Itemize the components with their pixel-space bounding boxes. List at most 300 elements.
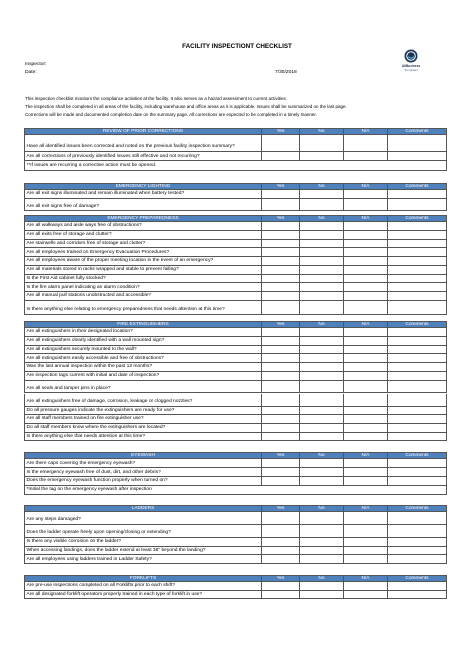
- answer-cell-no: [300, 190, 344, 199]
- question-row: [24, 363, 447, 372]
- answer-cell-n-a: [344, 222, 388, 231]
- answer-cell-no: [300, 257, 344, 266]
- question-text: Is there anything else relating to emergency preparedness that needs attention at this time?: [26, 307, 225, 313]
- answer-cell-n-a: [344, 477, 388, 486]
- answer-cell-comments: [388, 433, 447, 442]
- answer-cell-no: [300, 468, 344, 477]
- answer-cell-yes: [262, 152, 300, 162]
- answer-cell-comments: [388, 190, 447, 199]
- question-text: Are any steps damaged?: [26, 517, 81, 522]
- column-header-no: No: [300, 184, 344, 190]
- column-header-n-a: N/A: [344, 129, 388, 135]
- answer-cell-yes: [262, 538, 300, 547]
- answer-cell-n-a: [344, 266, 388, 275]
- question-text: Have all identified issues been corrected and noted on the previous facility inspection summary?: [26, 144, 235, 149]
- column-header-no: No: [300, 576, 344, 582]
- question-row: [24, 468, 447, 477]
- answer-cell-n-a: [344, 240, 388, 249]
- question-row: [24, 459, 447, 468]
- question-row: [24, 547, 447, 556]
- answer-cell-yes: [262, 346, 300, 355]
- answer-cell-no: [300, 555, 344, 564]
- answer-cell-n-a: [344, 275, 388, 284]
- answer-cell-yes: [262, 459, 300, 468]
- answer-cell-comments: [388, 283, 447, 292]
- question-cell: [25, 433, 262, 442]
- question-row: [24, 190, 447, 199]
- answer-cell-n-a: [344, 538, 388, 547]
- section-header-title: EMERGENCY LIGHTING: [115, 183, 171, 189]
- answer-cell-n-a: [344, 415, 388, 424]
- inspector-label: Inspector:: [25, 62, 47, 67]
- section-header-row: [24, 215, 447, 222]
- answer-cell-no: [300, 547, 344, 556]
- question-cell: [25, 372, 262, 381]
- question-cell: [25, 135, 262, 152]
- answer-cell-n-a: [344, 381, 388, 394]
- column-header-comments: Comments: [388, 506, 447, 512]
- answer-cell-no: [300, 301, 344, 315]
- answer-cell-yes: [262, 525, 300, 538]
- answer-cell-comments: [388, 512, 447, 525]
- answer-cell-comments: [388, 240, 447, 249]
- answer-cell-no: [300, 525, 344, 538]
- question-row: [24, 266, 447, 275]
- answer-cell-comments: [388, 407, 447, 416]
- answer-cell-no: [300, 538, 344, 547]
- section-header-row: [24, 128, 447, 135]
- question-row: [24, 582, 447, 591]
- column-header-comments: Comments: [388, 129, 447, 135]
- answer-cell-comments: [388, 135, 447, 152]
- answer-cell-yes: [262, 477, 300, 486]
- answer-cell-n-a: [344, 512, 388, 525]
- question-cell: [25, 257, 262, 266]
- answer-cell-no: [300, 152, 344, 162]
- answer-cell-comments: [388, 199, 447, 212]
- question-text: When accessing landings, does the ladder extend at least 36" beyond the landing?: [26, 547, 206, 553]
- section-header-row: [24, 452, 447, 459]
- question-cell: [25, 152, 262, 162]
- answer-cell-n-a: [344, 292, 388, 301]
- answer-cell-no: [300, 372, 344, 381]
- answer-cell-n-a: [344, 591, 388, 600]
- answer-cell-n-a: [344, 394, 388, 407]
- question-cell: [25, 199, 262, 212]
- question-text: Does the emergency eyewash function properly when turned on?: [26, 478, 168, 483]
- question-row: [24, 407, 447, 416]
- answer-cell-n-a: [344, 337, 388, 346]
- answer-cell-comments: [388, 275, 447, 284]
- answer-cell-comments: [388, 547, 447, 556]
- section-header-title: FORKLIFTS: [129, 575, 157, 581]
- column-header-n-a: N/A: [344, 184, 388, 190]
- question-cell: [25, 424, 262, 433]
- question-text: Are all extinguishers in their designated location?: [26, 329, 133, 335]
- answer-cell-no: [300, 433, 344, 442]
- question-cell: [25, 283, 262, 292]
- question-cell: [25, 337, 262, 346]
- answer-cell-yes: [262, 199, 300, 212]
- question-text: Are there caps covering the emergency eyewash?: [26, 460, 136, 466]
- answer-cell-comments: [388, 337, 447, 346]
- question-cell: [25, 363, 262, 372]
- answer-cell-n-a: [344, 346, 388, 355]
- question-cell: [25, 555, 262, 564]
- section-header-row: [24, 575, 447, 582]
- answer-cell-no: [300, 292, 344, 301]
- answer-cell-n-a: [344, 407, 388, 416]
- question-row: [24, 346, 447, 355]
- column-header-yes: Yes: [262, 506, 300, 512]
- section-header-title: REVIEW OF PRIOR CORRECTIONS: [102, 128, 184, 134]
- column-header-comments: Comments: [388, 216, 447, 222]
- question-row: [24, 394, 447, 407]
- answer-cell-n-a: [344, 199, 388, 212]
- question-cell: [25, 222, 262, 231]
- question-text: Are all manual pull stations unobstructed and accessible?: [26, 293, 152, 299]
- question-text: Are all designated forklift operators properly trained in each type of forklift in use?: [26, 591, 203, 597]
- answer-cell-yes: [262, 381, 300, 394]
- answer-cell-comments: [388, 292, 447, 301]
- answer-cell-yes: [262, 248, 300, 257]
- note-row: [24, 486, 447, 495]
- section-header-title: FIRE EXTINGUISHERS: [117, 321, 169, 327]
- column-header-yes: Yes: [262, 216, 300, 222]
- question-cell: [25, 354, 262, 363]
- answer-cell-n-a: [344, 372, 388, 381]
- column-header-yes: Yes: [262, 322, 300, 328]
- question-cell: [25, 538, 262, 547]
- answer-cell-no: [300, 381, 344, 394]
- answer-cell-yes: [262, 372, 300, 381]
- answer-cell-yes: [262, 424, 300, 433]
- answer-cell-n-a: [344, 190, 388, 199]
- question-row: [24, 424, 447, 433]
- answer-cell-no: [300, 248, 344, 257]
- question-text: Are all exits free of storage and clutter?: [26, 232, 112, 237]
- section-header-row: [24, 505, 447, 512]
- question-row: [24, 248, 447, 257]
- answer-cell-n-a: [344, 135, 388, 152]
- answer-cell-yes: [262, 275, 300, 284]
- answer-cell-comments: [388, 525, 447, 538]
- question-cell: [25, 231, 262, 240]
- question-row: [24, 275, 447, 284]
- question-row: [24, 135, 447, 152]
- question-text: Was the last annual inspection within the past 12 months?: [26, 364, 153, 370]
- answer-cell-yes: [262, 512, 300, 525]
- answer-cell-n-a: [344, 152, 388, 162]
- column-header-no: No: [300, 506, 344, 512]
- column-header-comments: Comments: [388, 576, 447, 582]
- answer-cell-yes: [262, 328, 300, 337]
- question-row: [24, 525, 447, 538]
- column-header-yes: Yes: [262, 576, 300, 582]
- answer-cell-yes: [262, 222, 300, 231]
- question-text: Are all employees trained on Emergency Evacuation Procedures?: [26, 249, 170, 255]
- answer-cell-yes: [262, 135, 300, 152]
- question-row: [24, 433, 447, 442]
- answer-cell-yes: [262, 591, 300, 600]
- answer-cell-no: [300, 415, 344, 424]
- answer-cell-n-a: [344, 433, 388, 442]
- answer-cell-comments: [388, 346, 447, 355]
- question-text: Are all extinguishers clearly identified with a wall mounted sign?: [26, 338, 165, 344]
- answer-cell-no: [300, 459, 344, 468]
- column-header-comments: Comments: [388, 453, 447, 459]
- answer-cell-no: [300, 394, 344, 407]
- answer-cell-comments: [388, 582, 447, 591]
- answer-cell-no: [300, 424, 344, 433]
- answer-cell-n-a: [344, 257, 388, 266]
- question-text: Is there anything else that needs attention at this time?: [26, 433, 146, 439]
- question-row: [24, 415, 447, 424]
- answer-cell-yes: [262, 547, 300, 556]
- answer-cell-no: [300, 231, 344, 240]
- answer-cell-yes: [262, 266, 300, 275]
- section-header-title: EMERGENCY PREPAREDNESS: [107, 215, 179, 221]
- section-header-row: [24, 183, 447, 190]
- question-cell: [25, 381, 262, 394]
- question-text: Are all employees aware of the proper meeting location in the event of an emergency?: [26, 258, 214, 264]
- answer-cell-no: [300, 240, 344, 249]
- question-text: Are stairwells and corridors free of storage and clutter?: [26, 240, 146, 246]
- answer-cell-n-a: [344, 547, 388, 556]
- section-header-row: [24, 321, 447, 328]
- question-text: Are all extinguishers free of damage, corrosion, leakage or clogged nozzles?: [26, 399, 193, 404]
- question-text: Are all exit signs illuminated and remain illuminated when battery tested?: [26, 191, 185, 196]
- answer-cell-n-a: [344, 301, 388, 315]
- answer-cell-yes: [262, 415, 300, 424]
- column-header-no: No: [300, 322, 344, 328]
- intro-line: The inspection shall be completed in all areas of the facility, including warehouse and office areas as it is applicable. Issues shall be summarized on the last page.: [25, 104, 347, 109]
- page-title: FACILITY INSPECTIONT CHECKLIST: [182, 43, 292, 50]
- answer-cell-yes: [262, 231, 300, 240]
- column-header-n-a: N/A: [344, 576, 388, 582]
- question-text: Are all extinguishers easily accessible and free of obstructions?: [26, 355, 164, 361]
- question-cell: [25, 275, 262, 284]
- question-row: [24, 337, 447, 346]
- question-text: Is the emergency eyewash free of dust, dirt, and other debris?: [26, 469, 161, 475]
- answer-cell-n-a: [344, 459, 388, 468]
- question-row: [24, 512, 447, 525]
- answer-cell-yes: [262, 555, 300, 564]
- answer-cell-yes: [262, 363, 300, 372]
- question-text: Are all corrections of previously identified issues still effective and not recurring?: [26, 153, 200, 159]
- answer-cell-n-a: [344, 424, 388, 433]
- note-cell: [25, 486, 447, 495]
- question-row: [24, 301, 447, 315]
- answer-cell-comments: [388, 538, 447, 547]
- question-row: [24, 372, 447, 381]
- question-cell: [25, 525, 262, 538]
- question-cell: [25, 240, 262, 249]
- column-header-no: No: [300, 216, 344, 222]
- answer-cell-no: [300, 337, 344, 346]
- answer-cell-yes: [262, 190, 300, 199]
- answer-cell-no: [300, 512, 344, 525]
- answer-cell-comments: [388, 248, 447, 257]
- answer-cell-comments: [388, 591, 447, 600]
- question-cell: [25, 468, 262, 477]
- question-text: Is the fire alarm panel indicating an alarm condition?: [26, 284, 140, 290]
- question-cell: [25, 512, 262, 525]
- question-text: Are all extinguishers securely mounted to the wall?: [26, 346, 137, 352]
- answer-cell-no: [300, 591, 344, 600]
- question-row: [24, 231, 447, 240]
- answer-cell-yes: [262, 582, 300, 591]
- question-cell: [25, 407, 262, 416]
- question-row: [24, 477, 447, 486]
- answer-cell-n-a: [344, 525, 388, 538]
- question-row: [24, 591, 447, 600]
- column-header-yes: Yes: [262, 184, 300, 190]
- column-header-n-a: N/A: [344, 322, 388, 328]
- answer-cell-comments: [388, 415, 447, 424]
- question-text: Does the ladder operate freely upon opening/closing or extending?: [26, 530, 171, 535]
- answer-cell-no: [300, 135, 344, 152]
- question-cell: [25, 591, 262, 600]
- question-cell: [25, 346, 262, 355]
- question-cell: [25, 459, 262, 468]
- question-row: [24, 199, 447, 212]
- answer-cell-yes: [262, 394, 300, 407]
- column-header-yes: Yes: [262, 129, 300, 135]
- date-label: Date:: [25, 70, 37, 75]
- question-row: [24, 354, 447, 363]
- question-cell: [25, 547, 262, 556]
- column-header-comments: Comments: [388, 184, 447, 190]
- question-cell: [25, 394, 262, 407]
- question-text: Do all pressure gauges indicate the extinguishers are ready for use?: [26, 407, 175, 413]
- note-row: [24, 161, 447, 171]
- answer-cell-comments: [388, 372, 447, 381]
- question-text: Are all walkways and aisle ways free of obstructions?: [26, 223, 142, 229]
- column-header-n-a: N/A: [344, 506, 388, 512]
- answer-cell-no: [300, 275, 344, 284]
- answer-cell-yes: [262, 407, 300, 416]
- question-text: Is there any visible corrosion on the ladder?: [26, 539, 122, 544]
- answer-cell-comments: [388, 468, 447, 477]
- question-row: [24, 328, 447, 337]
- answer-cell-comments: [388, 477, 447, 486]
- question-row: [24, 292, 447, 301]
- question-text: Do all staff members know where the extinguishers are located?: [26, 425, 166, 431]
- answer-cell-no: [300, 283, 344, 292]
- question-text: Is the First Aid cabinet fully stocked?: [26, 275, 106, 281]
- note-cell: [25, 161, 447, 171]
- question-cell: [25, 477, 262, 486]
- answer-cell-n-a: [344, 283, 388, 292]
- answer-cell-no: [300, 354, 344, 363]
- date-value: 7/30/2018: [275, 70, 297, 75]
- answer-cell-yes: [262, 337, 300, 346]
- note-text: *Initial the tag on the emergency eyewash after inspection: [26, 487, 152, 492]
- question-text: Are pre-use inspections completed on all Forklifts prior to each shift?: [26, 583, 175, 588]
- answer-cell-yes: [262, 240, 300, 249]
- answer-cell-no: [300, 346, 344, 355]
- answer-cell-yes: [262, 292, 300, 301]
- answer-cell-comments: [388, 231, 447, 240]
- column-header-no: No: [300, 129, 344, 135]
- answer-cell-comments: [388, 381, 447, 394]
- question-cell: [25, 328, 262, 337]
- question-row: [24, 283, 447, 292]
- question-text: Are all employees using ladders trained in Ladder Safety?: [26, 556, 152, 562]
- answer-cell-comments: [388, 152, 447, 162]
- question-cell: [25, 301, 262, 315]
- answer-cell-comments: [388, 555, 447, 564]
- intro-line: This inspection checklist monitors the compliance activities at the facility. It also serves as a hazard assessment to current activities.: [25, 96, 288, 101]
- answer-cell-comments: [388, 328, 447, 337]
- question-cell: [25, 248, 262, 257]
- answer-cell-no: [300, 222, 344, 231]
- question-text: Are all staff members trained on fire extinguisher use?: [26, 416, 144, 422]
- question-cell: [25, 582, 262, 591]
- answer-cell-n-a: [344, 231, 388, 240]
- answer-cell-n-a: [344, 328, 388, 337]
- column-header-n-a: N/A: [344, 216, 388, 222]
- answer-cell-yes: [262, 257, 300, 266]
- question-cell: [25, 292, 262, 301]
- answer-cell-n-a: [344, 363, 388, 372]
- question-text: Are all seals and tamper pins in place?: [26, 385, 111, 391]
- question-cell: [25, 415, 262, 424]
- answer-cell-no: [300, 328, 344, 337]
- question-text: Are all exit signs free of damage?: [26, 203, 100, 209]
- section-header-title: EYEWASH: [131, 452, 155, 458]
- answer-cell-comments: [388, 424, 447, 433]
- question-cell: [25, 266, 262, 275]
- section-header-title: LADDERS: [131, 505, 155, 511]
- logo-subtext: Templates: [404, 68, 418, 72]
- question-row: [24, 538, 447, 547]
- note-text: **If issues are recurring a corrective action must be opened.: [26, 163, 157, 168]
- answer-cell-no: [300, 266, 344, 275]
- question-text: Are all materials stored in racks wrapped and stable to prevent falling?: [26, 267, 179, 272]
- answer-cell-comments: [388, 354, 447, 363]
- answer-cell-yes: [262, 468, 300, 477]
- answer-cell-comments: [388, 257, 447, 266]
- answer-cell-n-a: [344, 555, 388, 564]
- column-header-no: No: [300, 453, 344, 459]
- answer-cell-no: [300, 407, 344, 416]
- column-header-n-a: N/A: [344, 453, 388, 459]
- answer-cell-no: [300, 477, 344, 486]
- answer-cell-comments: [388, 363, 447, 372]
- question-row: [24, 381, 447, 394]
- answer-cell-n-a: [344, 248, 388, 257]
- answer-cell-no: [300, 582, 344, 591]
- answer-cell-n-a: [344, 582, 388, 591]
- answer-cell-n-a: [344, 354, 388, 363]
- question-text: Are inspection tags current with initial and date of inspection?: [26, 373, 160, 379]
- column-header-comments: Comments: [388, 322, 447, 328]
- column-header-yes: Yes: [262, 453, 300, 459]
- answer-cell-comments: [388, 394, 447, 407]
- question-row: [24, 152, 447, 162]
- answer-cell-no: [300, 199, 344, 212]
- answer-cell-yes: [262, 354, 300, 363]
- answer-cell-n-a: [344, 468, 388, 477]
- logo-text: AllBusiness: [401, 64, 421, 68]
- answer-cell-yes: [262, 301, 300, 315]
- question-row: [24, 240, 447, 249]
- answer-cell-comments: [388, 459, 447, 468]
- intro-line: Corrections will be made and documented completion date on the summary page. All corrections are expected to be completed in a timely manner.: [25, 112, 317, 117]
- answer-cell-yes: [262, 283, 300, 292]
